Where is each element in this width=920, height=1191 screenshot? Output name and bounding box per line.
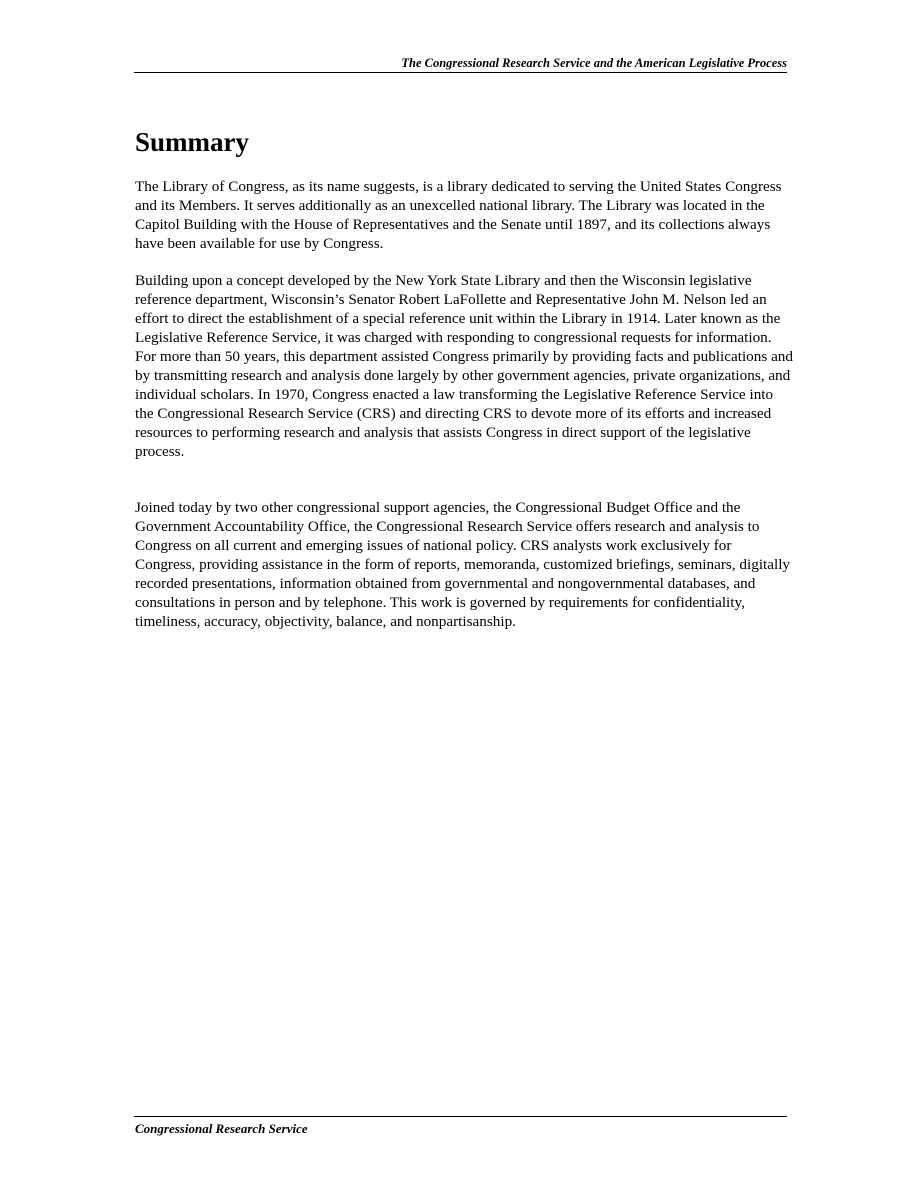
- summary-paragraph-1: The Library of Congress, as its name suggests, is a library dedicated to serving the United States Congress and its Members. It serves additionally as an unexcelled national library. The Library was located in the Capitol Building with the House of Representatives and the Senate until 1897, and its collections always have been available for use by Congress.: [135, 178, 782, 252]
- summary-paragraph-2: Building upon a concept developed by the New York State Library and then the Wisconsin legislative reference department, Wisconsin’s Senator Robert LaFollette and Representative John M. Nelson led an effort to direct the establishment of a special reference unit within the Library in 1914. Later known as the Legislative Reference Service, it was charged with responding to congressional requests for information. For more than 50 years, this department assisted Congress primarily by providing facts and publications and by transmitting research and analysis done largely by other government agencies, private organizations, and individual scholars. In 1970, Congress enacted a law transforming the Legislative Reference Service into the Congressional Research Service (CRS) and directing CRS to devote more of its efforts and increased resources to performing research and analysis that assists Congress in direct support of the legislative process.: [135, 272, 793, 460]
- footer-rule: [134, 1116, 787, 1117]
- page-title: Summary: [135, 127, 249, 157]
- header-rule: [134, 72, 787, 73]
- summary-paragraph-3: Joined today by two other congressional support agencies, the Congressional Budget Office and the Government Accountability Office, the Congressional Research Service offers research and analysis to Congress on all current and emerging issues of national policy. CRS analysts work exclusively for Congress, providing assistance in the form of reports, memoranda, customized briefings, seminars, digitally recorded presentations, information obtained from governmental and nongovernmental databases, and consultations in person and by telephone. This work is governed by requirements for confidentiality, timeliness, accuracy, objectivity, balance, and nonpartisanship.: [135, 499, 791, 630]
- running-footer: Congressional Research Service: [135, 1121, 308, 1136]
- running-header: The Congressional Research Service and the American Legislative Process: [401, 56, 787, 70]
